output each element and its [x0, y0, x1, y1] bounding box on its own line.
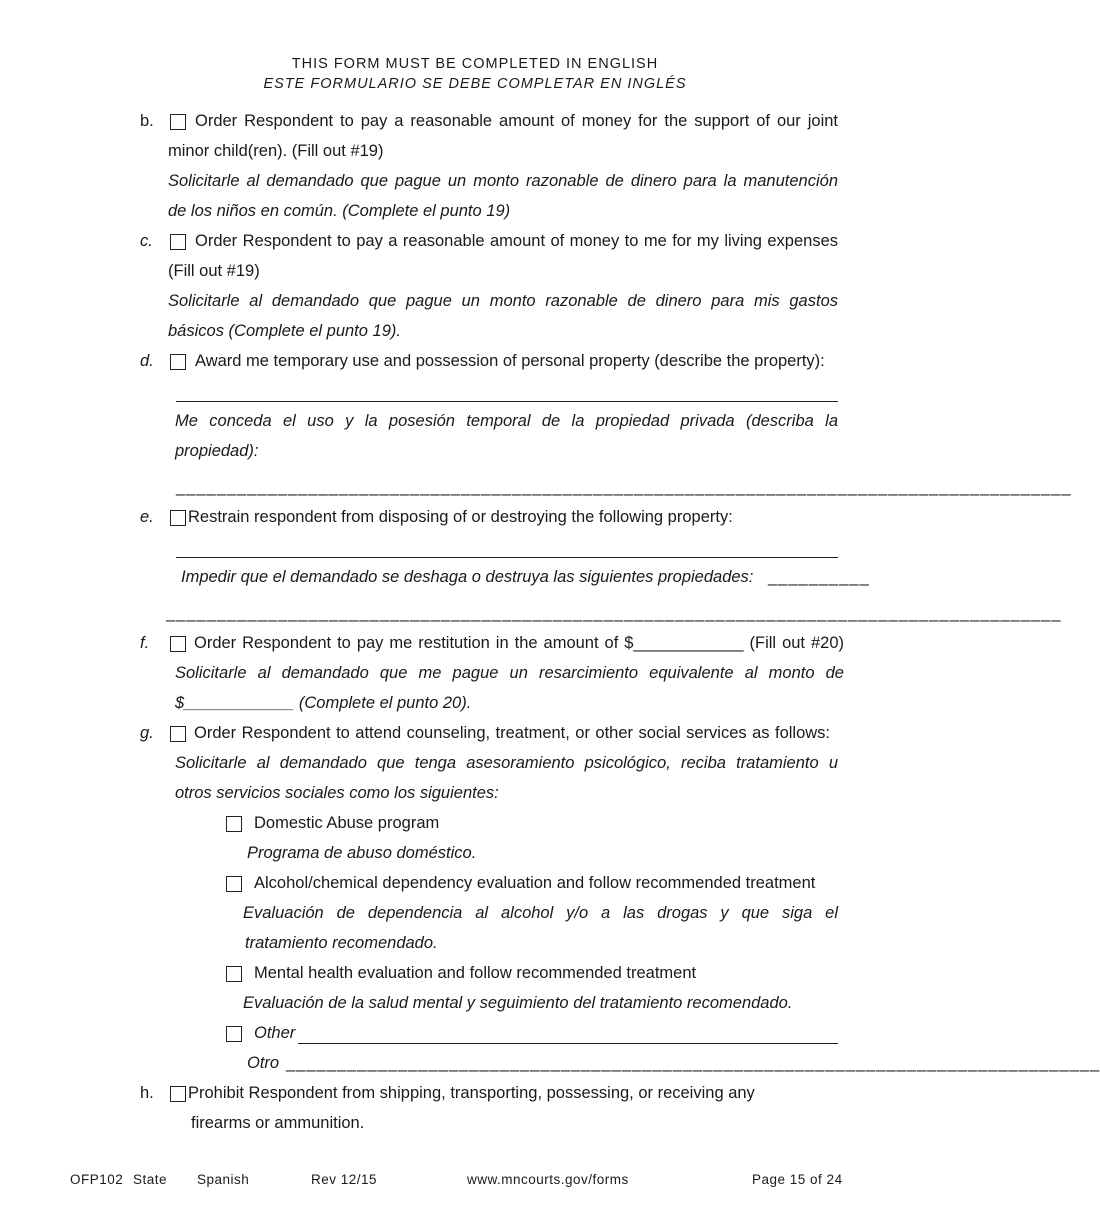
- item-c-english-1: Order Respondent to pay a reasonable amount of money to me for my living expenses: [195, 232, 838, 250]
- item-d-marker: d.: [140, 352, 154, 370]
- alcohol-evaluation-spanish-2: tratamiento recomendado.: [245, 934, 438, 952]
- other-english: Other: [254, 1024, 296, 1042]
- item-f-marker: f.: [140, 634, 150, 652]
- mental-health-english: Mental health evaluation and follow recommended treatment: [254, 964, 697, 982]
- other-spanish-line[interactable]: ________________________________________________________________________________: [286, 1054, 1100, 1072]
- footer-page-number: Page 15 of 24: [752, 1172, 843, 1187]
- item-c-marker: c.: [140, 232, 153, 250]
- header-english: THIS FORM MUST BE COMPLETED IN ENGLISH: [291, 56, 659, 72]
- item-b-checkbox[interactable]: [170, 114, 186, 130]
- item-b-english-1: Order Respondent to pay a reasonable amount of money for the support of our joint: [195, 112, 838, 130]
- item-h-checkbox[interactable]: [170, 1086, 186, 1102]
- footer-language: Spanish: [197, 1172, 250, 1187]
- footer-url[interactable]: www.mncourts.gov/forms: [467, 1172, 629, 1187]
- item-d-spanish-2: propiedad):: [175, 442, 259, 460]
- header-spanish: ESTE FORMULARIO SE DEBE COMPLETAR EN INGLÉS: [263, 76, 687, 92]
- item-f-checkbox[interactable]: [170, 636, 186, 652]
- alcohol-evaluation-english: Alcohol/chemical dependency evaluation and follow recommended treatment: [254, 874, 816, 892]
- footer-revision: Rev 12/15: [311, 1172, 378, 1187]
- item-d-english-1: Award me temporary use and possession of personal property (describe the property):: [195, 352, 825, 370]
- item-f-spanish-2: $____________ (Complete el punto 20).: [175, 694, 472, 712]
- domestic-abuse-english: Domestic Abuse program: [254, 814, 440, 832]
- other-checkbox[interactable]: [226, 1026, 242, 1042]
- footer-form-id: OFP102: [70, 1172, 124, 1187]
- item-f-spanish-1: Solicitarle al demandado que me pague un resarcimiento equivalente al monto de: [175, 664, 844, 682]
- alcohol-evaluation-spanish-1: Evaluación de dependencia al alcohol y/o a las drogas y que siga el: [243, 904, 838, 922]
- item-d-spanish-1: Me conceda el uso y la posesión temporal de la propiedad privada (describa la: [175, 412, 838, 430]
- alcohol-evaluation-checkbox[interactable]: [226, 876, 242, 892]
- item-e-english-1: Restrain respondent from disposing of or destroying the following property:: [188, 508, 733, 526]
- item-e-marker: e.: [140, 508, 154, 526]
- item-e-checkbox[interactable]: [170, 510, 186, 526]
- item-g-english-1: Order Respondent to attend counseling, treatment, or other social services as follows:: [194, 724, 830, 742]
- mental-health-checkbox[interactable]: [226, 966, 242, 982]
- item-d-checkbox[interactable]: [170, 354, 186, 370]
- other-spanish: Otro: [247, 1054, 280, 1072]
- item-b-spanish-1: Solicitarle al demandado que pague un monto razonable de dinero para la manutención: [168, 172, 838, 190]
- item-g-marker: g.: [140, 724, 154, 742]
- item-c-spanish-2: básicos (Complete el punto 19).: [168, 322, 401, 340]
- item-e-property-line[interactable]: [176, 557, 838, 558]
- item-d-property-line[interactable]: [176, 401, 838, 402]
- item-h-marker: h.: [140, 1084, 154, 1102]
- item-e-spanish-1: Impedir que el demandado se deshaga o destruya las siguientes propiedades:: [181, 568, 754, 586]
- mental-health-spanish: Evaluación de la salud mental y seguimiento del tratamiento recomendado.: [243, 994, 793, 1012]
- domestic-abuse-checkbox[interactable]: [226, 816, 242, 832]
- item-d-spanish-line[interactable]: ________________________________________________________________________________________: [176, 478, 1072, 496]
- item-g-checkbox[interactable]: [170, 726, 186, 742]
- item-e-spanish-line-end[interactable]: __________: [768, 568, 870, 586]
- domestic-abuse-spanish: Programa de abuso doméstico.: [247, 844, 477, 862]
- item-c-checkbox[interactable]: [170, 234, 186, 250]
- item-f-english-1: Order Respondent to pay me restitution in the amount of $____________ (Fill out #20): [194, 634, 844, 652]
- item-g-spanish-2: otros servicios sociales como los siguientes:: [175, 784, 499, 802]
- footer-state: State: [133, 1172, 168, 1187]
- other-english-line[interactable]: [298, 1043, 838, 1044]
- item-c-spanish-1: Solicitarle al demandado que pague un monto razonable de dinero para mis gastos: [168, 292, 838, 310]
- item-b-english-2: minor child(ren). (Fill out #19): [168, 142, 384, 160]
- item-h-english-1: Prohibit Respondent from shipping, transporting, possessing, or receiving any: [188, 1084, 755, 1102]
- item-e-spanish-line[interactable]: ________________________________________________________________________________________: [166, 604, 1062, 622]
- item-b-marker: b.: [140, 112, 154, 130]
- item-c-english-2: (Fill out #19): [168, 262, 260, 280]
- item-h-english-2: firearms or ammunition.: [191, 1114, 365, 1132]
- item-b-spanish-2: de los niños en común. (Complete el punto 19): [168, 202, 511, 220]
- item-g-spanish-1: Solicitarle al demandado que tenga asesoramiento psicológico, reciba tratamiento u: [175, 754, 838, 772]
